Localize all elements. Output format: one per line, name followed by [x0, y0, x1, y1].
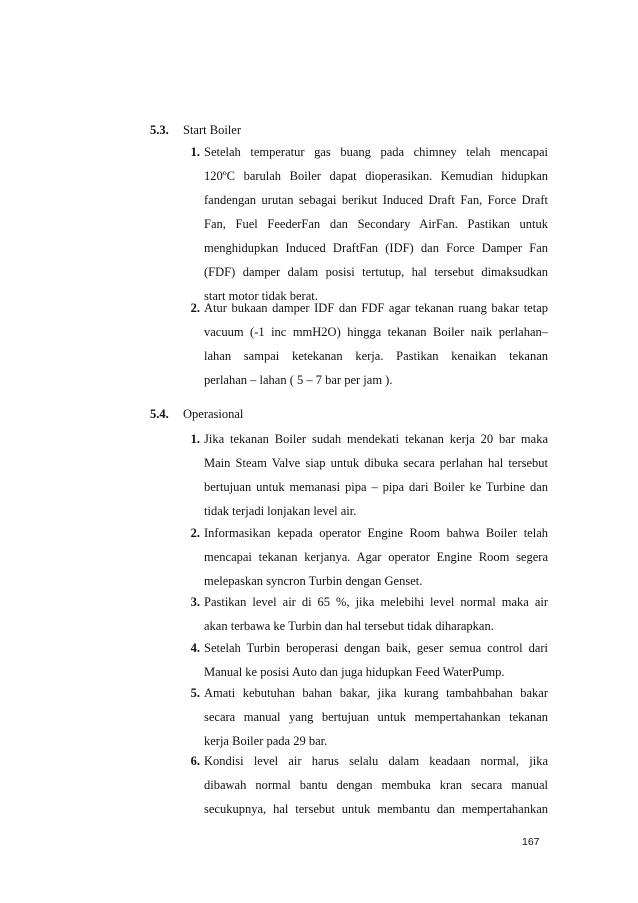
text-line: (FDF) damper dalam posisi tertutup, hal tersebut dimaksudkan	[204, 265, 548, 279]
text-line: menghidupkan Induced DraftFan (IDF) dan Force Damper Fan	[204, 241, 548, 255]
text-line: Setelah Turbin beroperasi dengan baik, geser semua control dari	[204, 641, 548, 655]
text-line: Pastikan level air di 65 %, jika melebihi level normal maka air	[204, 595, 548, 609]
text-line: Fan, Fuel FeederFan dan Secondary AirFan. Pastikan untuk	[204, 217, 548, 231]
text-line: Atur bukaan damper IDF dan FDF agar tekanan ruang bakar tetap	[204, 301, 548, 315]
section-heading	[150, 122, 241, 138]
text-line: Main Steam Valve siap untuk dibuka secara perlahan hal tersebut	[204, 456, 548, 470]
list-item-number: 2.	[190, 301, 200, 315]
text-line: Amati kebutuhan bahan bakar, jika kurang tambahbahan bakar	[204, 686, 548, 700]
text-line: Setelah temperatur gas buang pada chimney telah mencapai	[204, 145, 548, 159]
text-line: mencapai tekanan kerjanya. Agar operator Engine Room segera	[204, 550, 548, 564]
text-line: start motor tidak berat.	[204, 289, 318, 303]
text-line: lahan sampai ketekanan kerja. Pastikan kenaikan tekanan	[204, 349, 548, 363]
text-line: dibawah normal bantu dengan membuka kran secara manual	[204, 778, 548, 792]
list-item-number: 6.	[190, 754, 200, 768]
list-item-number: 5.	[190, 686, 200, 700]
section-number: 5.3.	[150, 123, 169, 137]
section-heading	[150, 406, 243, 422]
text-line: kerja Boiler pada 29 bar.	[204, 734, 328, 748]
list-item-number: 1.	[190, 432, 200, 446]
list-item-number: 2.	[190, 526, 200, 540]
text-line: Informasikan kepada operator Engine Room bahwa Boiler telah	[204, 526, 548, 540]
text-line: vacuum (-1 inc mmH2O) hingga tekanan Boiler naik perlahan–	[204, 325, 548, 339]
list-item-number: 1.	[190, 145, 200, 159]
section-title: Operasional	[183, 407, 244, 421]
text-line: fandengan urutan sebagai berikut Induced Draft Fan, Force Draft	[204, 193, 548, 207]
section-number: 5.4.	[150, 407, 169, 421]
list-item-number: 3.	[190, 595, 200, 609]
text-line: 120ºC barulah Boiler dapat dioperasikan. Kemudian hidupkan	[204, 169, 548, 183]
text-line: Manual ke posisi Auto dan juga hidupkan Feed WaterPump.	[204, 665, 505, 679]
text-line: perlahan – lahan ( 5 – 7 bar per jam ).	[204, 373, 393, 387]
text-line: tidak terjadi lonjakan level air.	[204, 504, 357, 518]
text-line: Kondisi level air harus selalu dalam keadaan normal, jika	[204, 754, 548, 768]
list-item-number: 4.	[190, 641, 200, 655]
text-line: secara manual yang bertujuan untuk mempertahankan tekanan	[204, 710, 548, 724]
text-line: melepaskan syncron Turbin dengan Genset.	[204, 574, 423, 588]
text-line: Jika tekanan Boiler sudah mendekati tekanan kerja 20 bar maka	[204, 432, 548, 446]
page-number: 167	[522, 836, 540, 848]
text-line: akan terbawa ke Turbin dan hal tersebut tidak diharapkan.	[204, 619, 494, 633]
section-title: Start Boiler	[183, 123, 241, 137]
text-line: bertujuan untuk memanasi pipa – pipa dari Boiler ke Turbine dan	[204, 480, 548, 494]
text-line: secukupnya, hal tersebut untuk membantu dan mempertahankan	[204, 802, 548, 816]
